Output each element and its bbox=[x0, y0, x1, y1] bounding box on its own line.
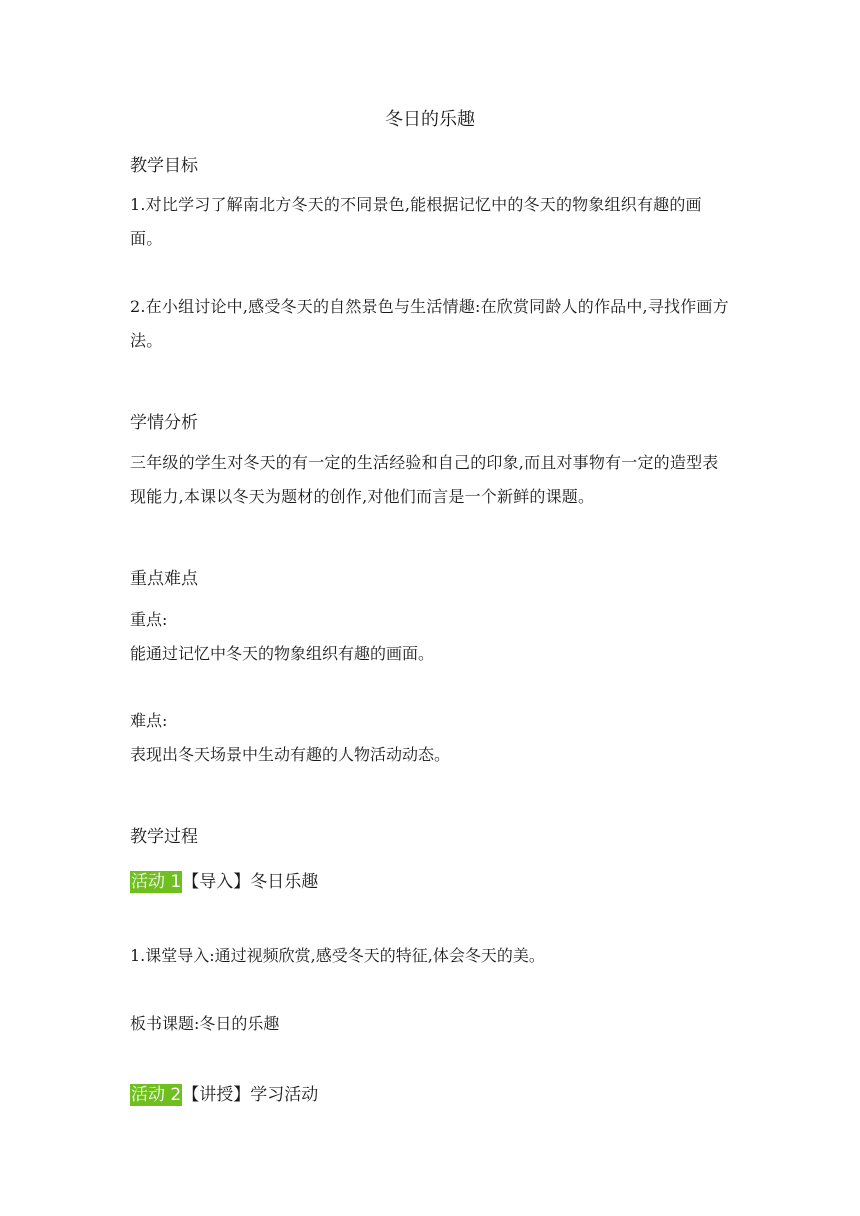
key-point-text: 能通过记忆中冬天的物象组织有趣的画面。 bbox=[130, 644, 435, 663]
key-point-label: 重点: bbox=[130, 610, 168, 629]
activity-1-item: 1.课堂导入:通过视频欣赏,感受冬天的特征,体会冬天的美。 bbox=[130, 946, 545, 965]
document-title: 冬日的乐趣 bbox=[385, 109, 475, 130]
section-heading-key-points: 重点难点 bbox=[130, 569, 198, 589]
goal-item-1: 1.对比学习了解南北方冬天的不同景色,能根据记忆中的冬天的物象组织有趣的画面。 bbox=[130, 195, 702, 248]
activity-2-tag: 活动 2 bbox=[131, 1085, 182, 1105]
activity-1-heading bbox=[130, 870, 318, 894]
goal-item-2: 2.在小组讨论中,感受冬天的自然景色与生活情趣:在欣赏同龄人的作品中,寻找作画方法。 bbox=[130, 297, 729, 350]
section-heading-goals: 教学目标 bbox=[130, 156, 198, 176]
activity-1-title: 【导入】冬日乐趣 bbox=[182, 872, 319, 892]
activity-2-heading bbox=[130, 1083, 318, 1107]
section-heading-process: 教学过程 bbox=[130, 827, 198, 847]
activity-1-tag: 活动 1 bbox=[131, 872, 182, 892]
analysis-text: 三年级的学生对冬天的有一定的生活经验和自己的印象,而且对事物有一定的造型表现能力,本课以冬天为题材的创作,对他们而言是一个新鲜的课题。 bbox=[130, 453, 719, 506]
difficult-point-text: 表现出冬天场景中生动有趣的人物活动动态。 bbox=[130, 745, 451, 764]
section-heading-analysis: 学情分析 bbox=[130, 413, 198, 433]
difficult-point-label: 难点: bbox=[130, 711, 168, 730]
activity-2-title: 【讲授】学习活动 bbox=[182, 1085, 319, 1105]
activity-1-board: 板书课题:冬日的乐趣 bbox=[130, 1014, 280, 1033]
